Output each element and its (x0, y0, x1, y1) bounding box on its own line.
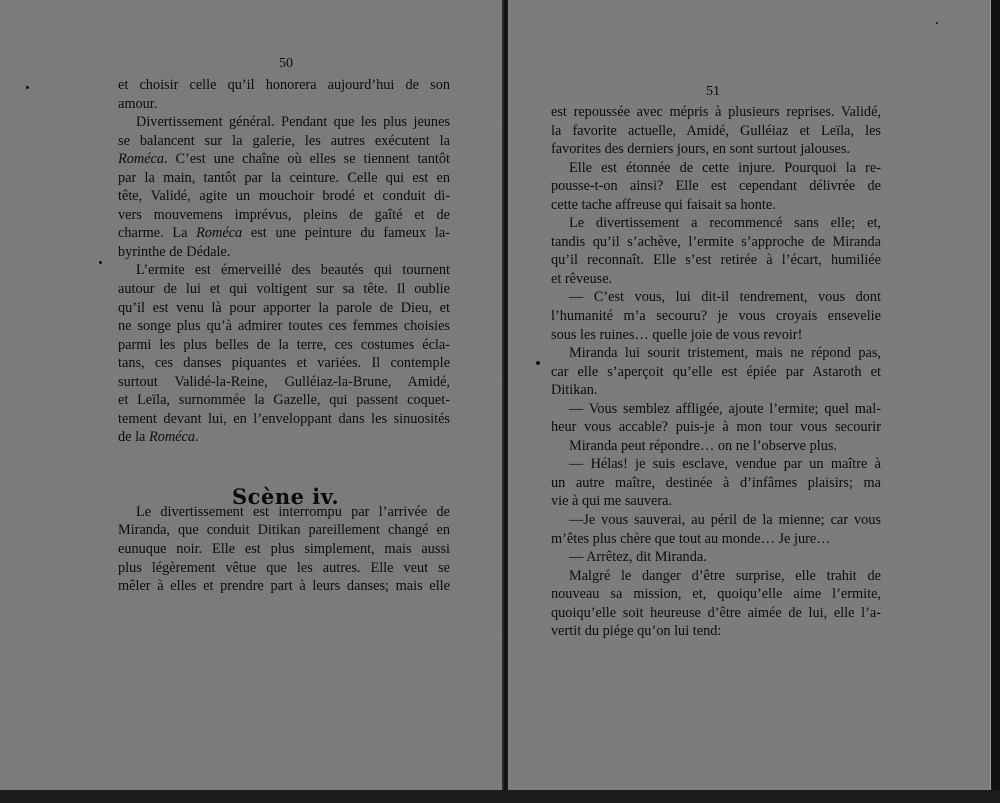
text-line: Elle est étonnée de cette injure. Pourquoi la re- (569, 159, 881, 176)
text-line: et choisir celle qu’il honorera aujourd’hui de son (118, 77, 450, 93)
text-line: amour. (118, 95, 158, 112)
right-page (508, 0, 992, 803)
text-line: — Hélas! je suis esclave, vendue par un maître à (569, 456, 881, 473)
scan-speck (26, 86, 29, 89)
text-line: Divertissement général. Pendant que les plus jeunes (136, 114, 450, 131)
text-line: qu’il est venu là pour apporter la parole de Dieu, et (118, 299, 450, 316)
text-line: Miranda, que conduit Ditikan pareillement changé en (118, 522, 450, 539)
text-line: autour de lui et qui voltigent sur sa tête. Il oublie (118, 281, 450, 298)
text-line: charme. La Roméca est une peinture du fameux la- (118, 225, 450, 242)
text-line: Ditikan. (551, 382, 598, 399)
text-line: — Arrêtez, dit Miranda. (569, 549, 707, 566)
left-text-before-heading (118, 76, 450, 447)
page-number-right: 51 (706, 84, 720, 99)
text-line: vers mouvemens imprévus, pleins de gaîté et de (118, 206, 450, 223)
text-line: un autre maître, destinée à d’infâmes plaisirs; ma (551, 474, 881, 491)
text-line: de la Roméca. (118, 429, 199, 446)
text-line: la favorite actuelle, Amidé, Gulléiaz et Leïla, les (551, 122, 881, 139)
scan-speck (936, 22, 938, 24)
right-scan-edge (990, 0, 1000, 803)
text-line: parmi les plus belles de la terre, ces costumes écla- (118, 336, 450, 353)
text-line: qu’il reconnaît. Elle s’est retirée à l’écart, humiliée (551, 252, 881, 269)
text-line: surtout Validé-la-Reine, Gulléiaz-la-Brune, Amidé, (118, 373, 450, 390)
text-line: est repoussée avec mépris à plusieurs reprises. Validé, (551, 104, 881, 120)
text-line: et rêveuse. (551, 270, 613, 287)
text-line: heur vous accable? puis-je à mon tour vous secourir (551, 419, 881, 436)
text-line: mêler à elles et prendre part à leurs danses; mais elle (118, 578, 450, 595)
text-line: — Vous semblez affligée, ajoute l’ermite; quel mal- (569, 400, 881, 417)
text-line: l’humanité m’a secouru? je vous croyais ensevelie (551, 308, 881, 325)
text-line: pousse-t-on ainsi? Elle est cependant délivrée de (551, 178, 881, 195)
right-page-text (551, 103, 881, 641)
text-line: quoiqu’elle soit heureuse d’être aimée de lui, elle l’a- (551, 604, 881, 621)
text-line: Roméca. C’est une chaîne où elles se tiennent tantôt (118, 151, 450, 168)
text-line: Malgré le danger d’être surprise, elle trahit de (569, 567, 881, 584)
left-text-after-heading (118, 503, 450, 596)
text-line: Le divertissement a recommencé sans elle; et, (569, 215, 881, 232)
text-line: favorites des derniers jours, en sont surtout jalouses. (551, 141, 850, 158)
text-line: par la main, tantôt par la ceinture. Celle qui est en (118, 169, 450, 186)
text-line: vie à qui me sauvera. (551, 493, 673, 510)
text-line: tandis qu’il s’achève, l’ermite s’approche de Miranda (551, 233, 881, 250)
text-line: byrinthe de Dédale. (118, 243, 231, 260)
scene-heading: Scène iv. (232, 484, 340, 509)
text-line: se balancent sur la galerie, les autres exécutent la (118, 132, 450, 149)
text-line: vertit du piége qu’on lui tend: (551, 623, 722, 640)
text-line: et Leïla, surnommée la Gazelle, qui passent coquet- (118, 392, 450, 409)
text-line: L’ermite est émerveillé des beautés qui tournent (136, 262, 450, 279)
text-line: Miranda peut répondre… on ne l’observe plus. (569, 437, 837, 454)
text-line: Le divertissement est interrompu par l’arrivée de (136, 503, 450, 520)
text-line: nouveau sa mission, et, quoiqu’elle aime l’ermite, (551, 586, 881, 603)
scan-speck (99, 261, 102, 264)
text-line: m’êtes plus chère que tout au monde… Je jure… (551, 530, 831, 547)
text-line: tête, Validé, agite un mouchoir brodé et conduit di- (118, 188, 450, 205)
text-line: tement devant lui, en l’enveloppant dans les sinuosités (118, 410, 450, 427)
text-line: car elle s’aperçoit qu’elle est épiée par Astaroth et (551, 363, 881, 380)
text-line: plus légèrement vêtue que les autres. Elle veut se (118, 559, 450, 576)
text-line: ne songe plus qu’à admirer toutes ces femmes choisies (118, 318, 450, 335)
text-line: eunuque noir. Elle est plus simplement, mais aussi (118, 541, 450, 558)
text-line: cette tache affreuse qui faisait sa honte. (551, 196, 776, 213)
left-page-text (118, 76, 450, 596)
text-line: —Je vous sauverai, au péril de la mienne; car vous (569, 512, 881, 529)
scan-speck (536, 361, 540, 365)
page-number-left: 50 (279, 56, 293, 71)
text-line: Miranda lui sourit tristement, mais ne répond pas, (569, 345, 881, 362)
bottom-scan-edge (0, 790, 1000, 803)
text-line: sous les ruines… quelle joie de vous revoir! (551, 326, 803, 343)
text-line: tans, ces danses piquantes et variées. Il contemple (118, 355, 450, 372)
text-line: — C’est vous, lui dit-il tendrement, vous dont (569, 289, 881, 306)
